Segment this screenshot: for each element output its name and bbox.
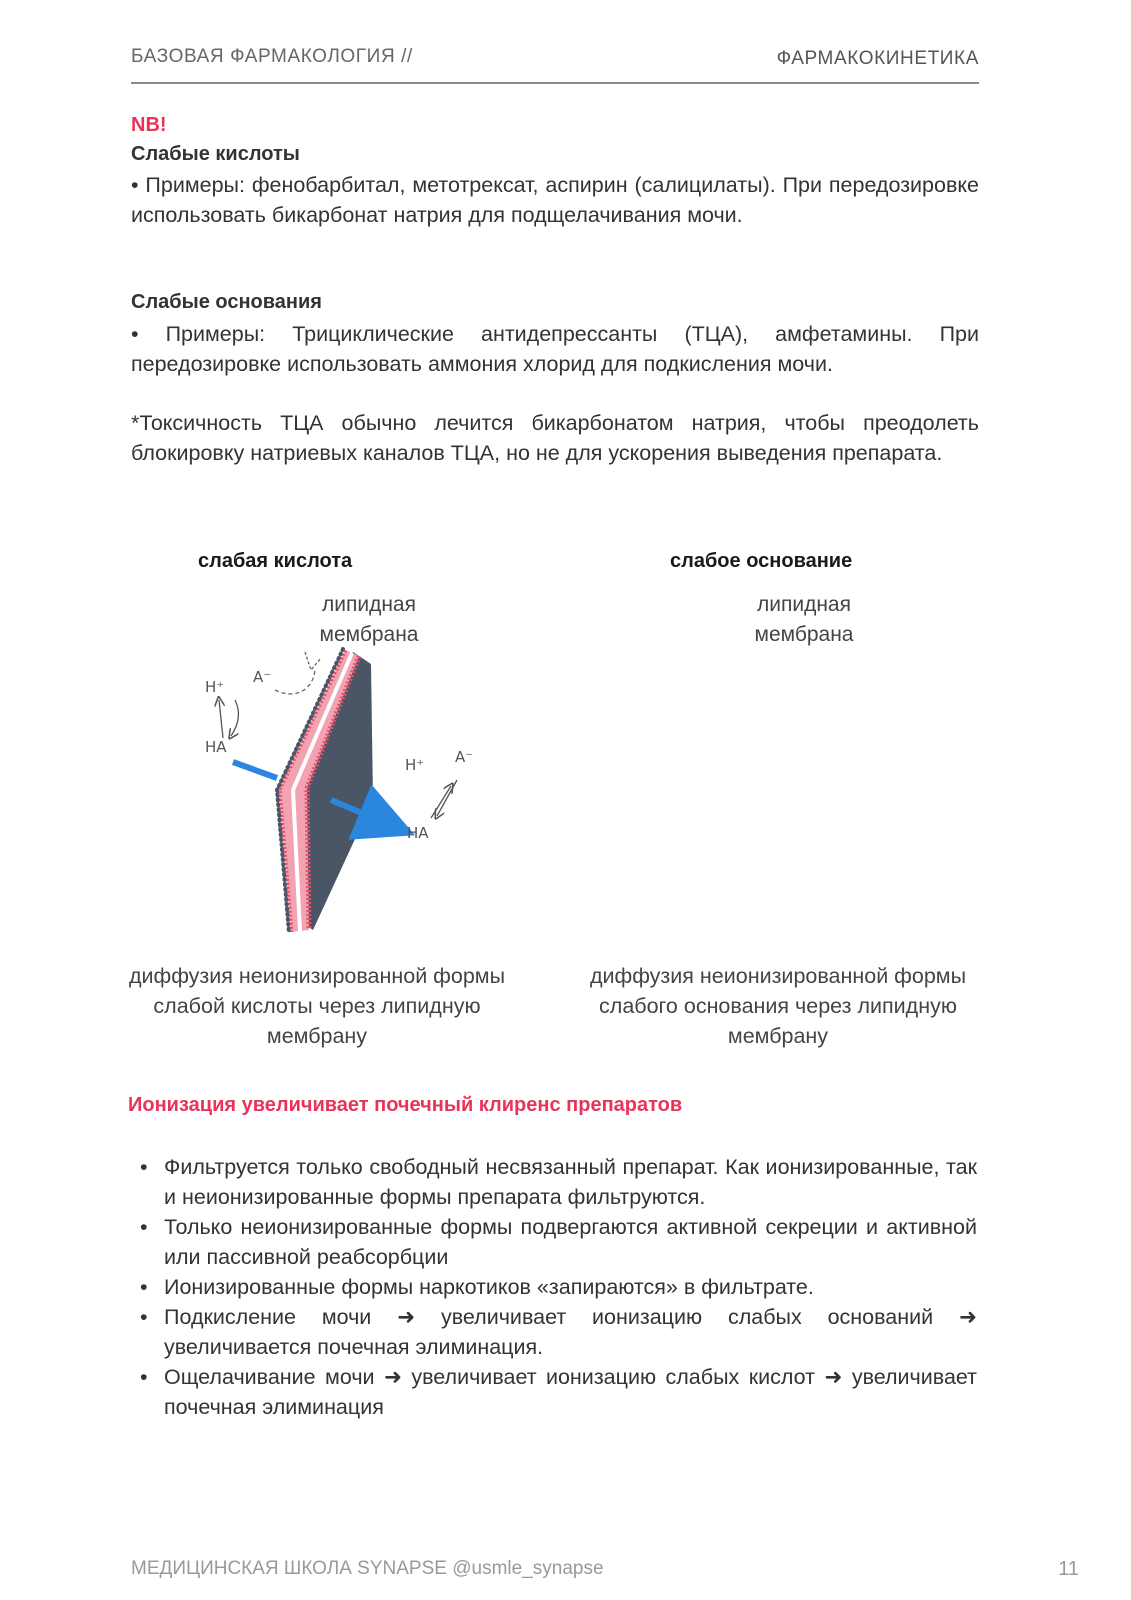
list-item bbox=[137, 1362, 977, 1422]
list-item bbox=[137, 1302, 977, 1362]
membrane-label-line-2: мембрана bbox=[319, 623, 419, 646]
page-number: 11 bbox=[1058, 1558, 1079, 1580]
bullet-dot: • bbox=[140, 1275, 148, 1299]
figure-right-title: слабое основание bbox=[670, 550, 853, 572]
weak-acids-title: Слабые кислоты bbox=[131, 143, 300, 165]
blocked-ion-arrow bbox=[275, 670, 315, 694]
blocked-ion-arrowhead bbox=[305, 652, 321, 670]
label-ha-left: HA bbox=[205, 738, 227, 756]
nb-marker: NB! bbox=[131, 114, 167, 136]
label-ha-right: HA bbox=[407, 824, 429, 842]
membrane-label-line-2: мембрана bbox=[754, 623, 854, 646]
lipid-membrane-diagram bbox=[195, 640, 495, 940]
list-item-text: Ощелачивание мочи ➜ увеличивает ионизацию слабых кислот ➜ увеличивает почечная элиминация bbox=[164, 1365, 977, 1419]
list-item-text: Фильтруется только свободный несвязанный препарат. Как ионизированные, так и неионизированные формы препарата фильтруются. bbox=[164, 1155, 977, 1209]
figure-right-membrane-label bbox=[704, 590, 904, 650]
bullet-dot: • bbox=[140, 1155, 148, 1179]
figure-left-caption: диффузия неионизированной формы слабой кислоты через липидную мембрану bbox=[128, 964, 506, 1048]
bullet-dot: • bbox=[140, 1215, 148, 1239]
page-header bbox=[131, 42, 979, 84]
tca-note: *Токсичность ТЦА обычно лечится бикарбонатом натрия, чтобы преодолеть блокировку натриевых каналов ТЦА, но не для ускорения выведения препарата. bbox=[131, 411, 979, 465]
list-item-text: Ионизированные формы наркотиков «запираются» в фильтрате. bbox=[164, 1275, 814, 1299]
label-h-plus-right: H⁺ bbox=[405, 756, 425, 774]
equilibrium-arrow-right-down bbox=[437, 780, 457, 816]
list-item-text: Подкисление мочи ➜ увеличивает ионизацию слабых оснований ➜ увеличивается почечная элиминация. bbox=[164, 1305, 977, 1359]
list-item bbox=[137, 1272, 977, 1302]
equilibrium-arrow-left-down bbox=[231, 700, 238, 736]
ionization-heading: Ионизация увеличивает почечный клиренс препаратов bbox=[128, 1094, 683, 1116]
list-item-text: Только неионизированные формы подвергаются активной секреции и активной или пассивной реабсорбции bbox=[164, 1215, 977, 1269]
ionization-bullet-list bbox=[137, 1152, 977, 1422]
bullet-dot: • bbox=[140, 1365, 148, 1389]
weak-acids-text: • Примеры: фенобарбитал, метотрексат, аспирин (салицилаты). При передозировке использовать бикарбонат натрия для подщелачивания мочи. bbox=[131, 173, 979, 227]
list-item bbox=[137, 1212, 977, 1272]
membrane-label-line-1: липидная bbox=[757, 593, 851, 616]
label-a-minus-right: A⁻ bbox=[455, 748, 474, 766]
label-a-minus-left: A⁻ bbox=[253, 668, 272, 686]
header-section-title: ФАРМАКОКИНЕТИКА bbox=[776, 48, 979, 69]
weak-bases-text: • Примеры: Трициклические антидепрессанты (ТЦА), амфетамины. При передозировке использовать аммония хлорид для подкисления мочи. bbox=[131, 322, 979, 376]
footer-school-name: МЕДИЦИНСКАЯ ШКОЛА SYNAPSE @usmle_synapse bbox=[131, 1558, 604, 1579]
equilibrium-arrow-right-up bbox=[431, 786, 451, 818]
label-h-plus-left: H⁺ bbox=[205, 678, 225, 696]
bullet-dot: • bbox=[140, 1305, 148, 1329]
figure-left-title: слабая кислота bbox=[198, 550, 353, 572]
weak-bases-title: Слабые основания bbox=[131, 291, 322, 313]
header-course-title: БАЗОВАЯ ФАРМАКОЛОГИЯ // bbox=[131, 46, 413, 67]
list-item bbox=[137, 1152, 977, 1212]
figure-right-caption: диффузия неионизированной формы слабого основания через липидную мембрану bbox=[589, 964, 967, 1048]
equilibrium-arrow-left-up bbox=[219, 700, 223, 738]
diffusion-arrow-in bbox=[233, 762, 277, 778]
membrane-label-line-1: липидная bbox=[322, 593, 416, 616]
